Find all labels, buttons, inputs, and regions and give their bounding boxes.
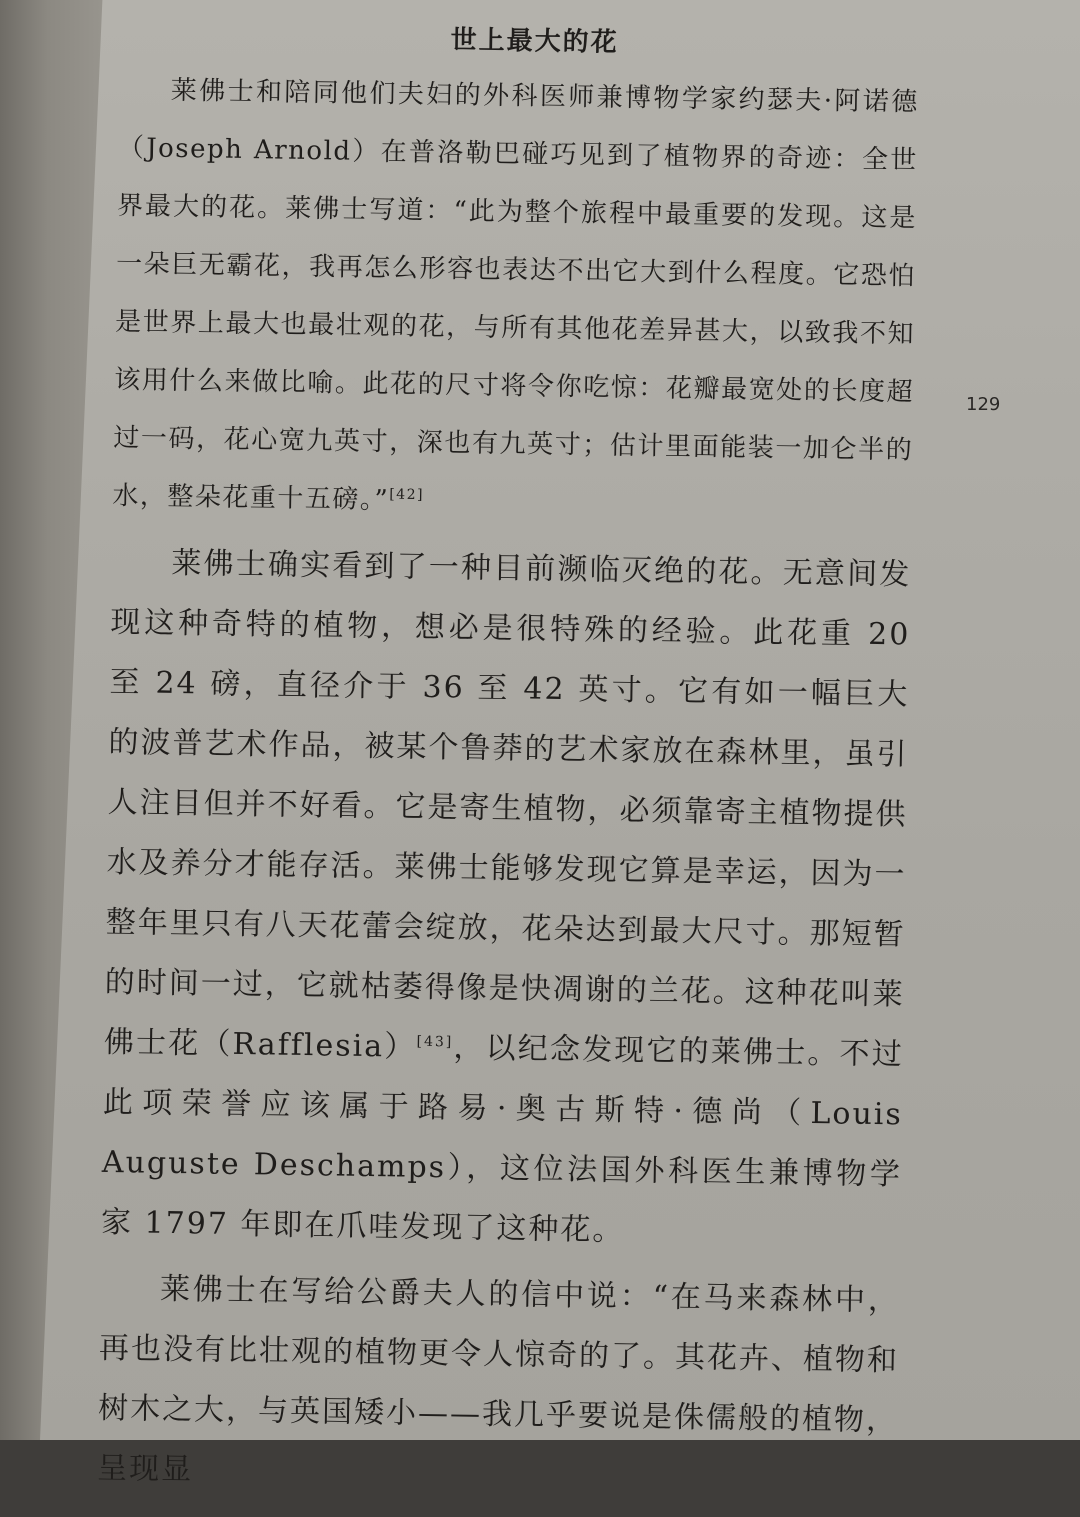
paragraph-1-text: 莱佛士和陪同他们夫妇的外科医师兼博物学家约瑟夫·阿诺德（Joseph Arnold）在普洛勒巴碰巧见到了植物界的奇迹：全世界最大的花。莱佛士写道：“此为整个旅程中最重要的发现。这是一朵巨无霸花，我再怎么形容也表达不出它大到什么程度。它恐怕是世界上最大也最壮观的花，与所有其他花差异甚大，以致我不知该用什么来做比喻。此花的尺寸将令你吃惊：花瓣最宽处的长度超过一码，花心宽九英寸，深也有九英寸；估计里面能装一加仑半的水，整朵花重十五磅。”: [112, 75, 919, 516]
page-text-block: [97, 14, 920, 1517]
paragraph-2-text-a: 莱佛士确实看到了一种目前濒临灭绝的花。无意间发现这种奇特的植物，想必是很特殊的经验。此花重 20 至 24 磅，直径介于 36 至 42 英寸。它有如一幅巨大的波普艺术作品，被某个鲁莽的艺术家放在森林里，虽引人注目但并不好看。它是寄生植物，必须靠寄主植物提供水及养分才能存活。莱佛士能够发现它算是幸运，因为一整年里只有八天花蕾会绽放，花朵达到最大尺寸。那短暂的时间一过，它就枯萎得像是快凋谢的兰花。这种花叫莱佛士花（Rafflesia）: [103, 545, 912, 1065]
paragraph-2: [101, 533, 912, 1265]
footnote-marker-43: [43]: [416, 1033, 454, 1051]
paragraph-2-text-b: ，以纪念发现它的莱佛士。不过此项荣誉应该属于路易·奥古斯特·德尚（Louis Auguste Deschamps），这位法国外科医生兼博物学家 1797 年即在爪哇发现了这种花。: [100, 1030, 905, 1249]
paragraph-3: [97, 1259, 901, 1512]
page-number: 129: [966, 394, 1001, 415]
paragraph-3-text: 莱佛士在写给公爵夫人的信中说：“在马来森林中，再也没有比壮观的植物更令人惊奇的了。其花卉、植物和树木之大，与英国矮小——我几乎要说是侏儒般的植物，呈现显: [96, 1271, 901, 1488]
page-title: 世上最大的花: [450, 25, 619, 58]
paragraph-1: [112, 61, 919, 538]
footnote-marker-42: [42]: [389, 486, 425, 504]
